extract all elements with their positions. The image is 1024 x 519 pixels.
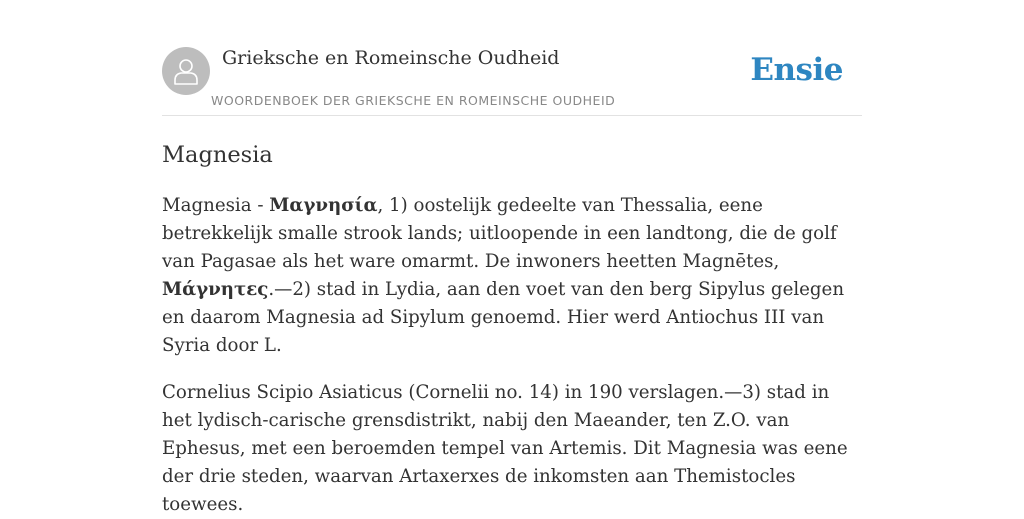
- entry-text: Magnesia -: [162, 195, 270, 216]
- greek-term: Μάγνητες: [162, 279, 269, 300]
- source-subtitle: WOORDENBOEK DER GRIEKSCHE EN ROMEINSCHE OUDHEID: [211, 93, 616, 108]
- entry-text: , 1) oostelijk gedeelte van Thessalia, eene betrekkelijk smalle strook lands; uitloopende in een landtong, die de golf van Pagasae als het ware omarmt. De inwoners heetten Magnētes,: [162, 195, 837, 272]
- entry-paragraph-1: [162, 192, 864, 360]
- entry-paragraph-2: Cornelius Scipio Asiaticus (Cornelii no. 14) in 190 verslagen.—3) stad in het lydisch-carische grensdistrikt, nabij den Maeander, ten Z.O. van Ephesus, met een beroemden tempel van Artemis. Dit Magnesia was eene der drie steden, waarvan Artaxerxes de inkomsten aan Themistocles toewees.: [162, 382, 848, 515]
- greek-term: Μαγνησία: [269, 195, 378, 216]
- entry-text: .—2) stad in Lydia, aan den voet van den berg Sipylus gelegen en daarom Magnesia ad Sipylum genoemd. Hier werd Antiochus III van Syria door L.: [162, 279, 845, 356]
- entry-title: Magnesia: [162, 142, 273, 168]
- user-icon: [173, 57, 199, 85]
- page-header: [162, 46, 862, 116]
- ensie-logo[interactable]: Ensie: [750, 52, 843, 88]
- entry-article: [162, 140, 864, 519]
- source-title-link[interactable]: Grieksche en Romeinsche Oudheid: [222, 47, 560, 69]
- source-avatar[interactable]: [162, 47, 210, 95]
